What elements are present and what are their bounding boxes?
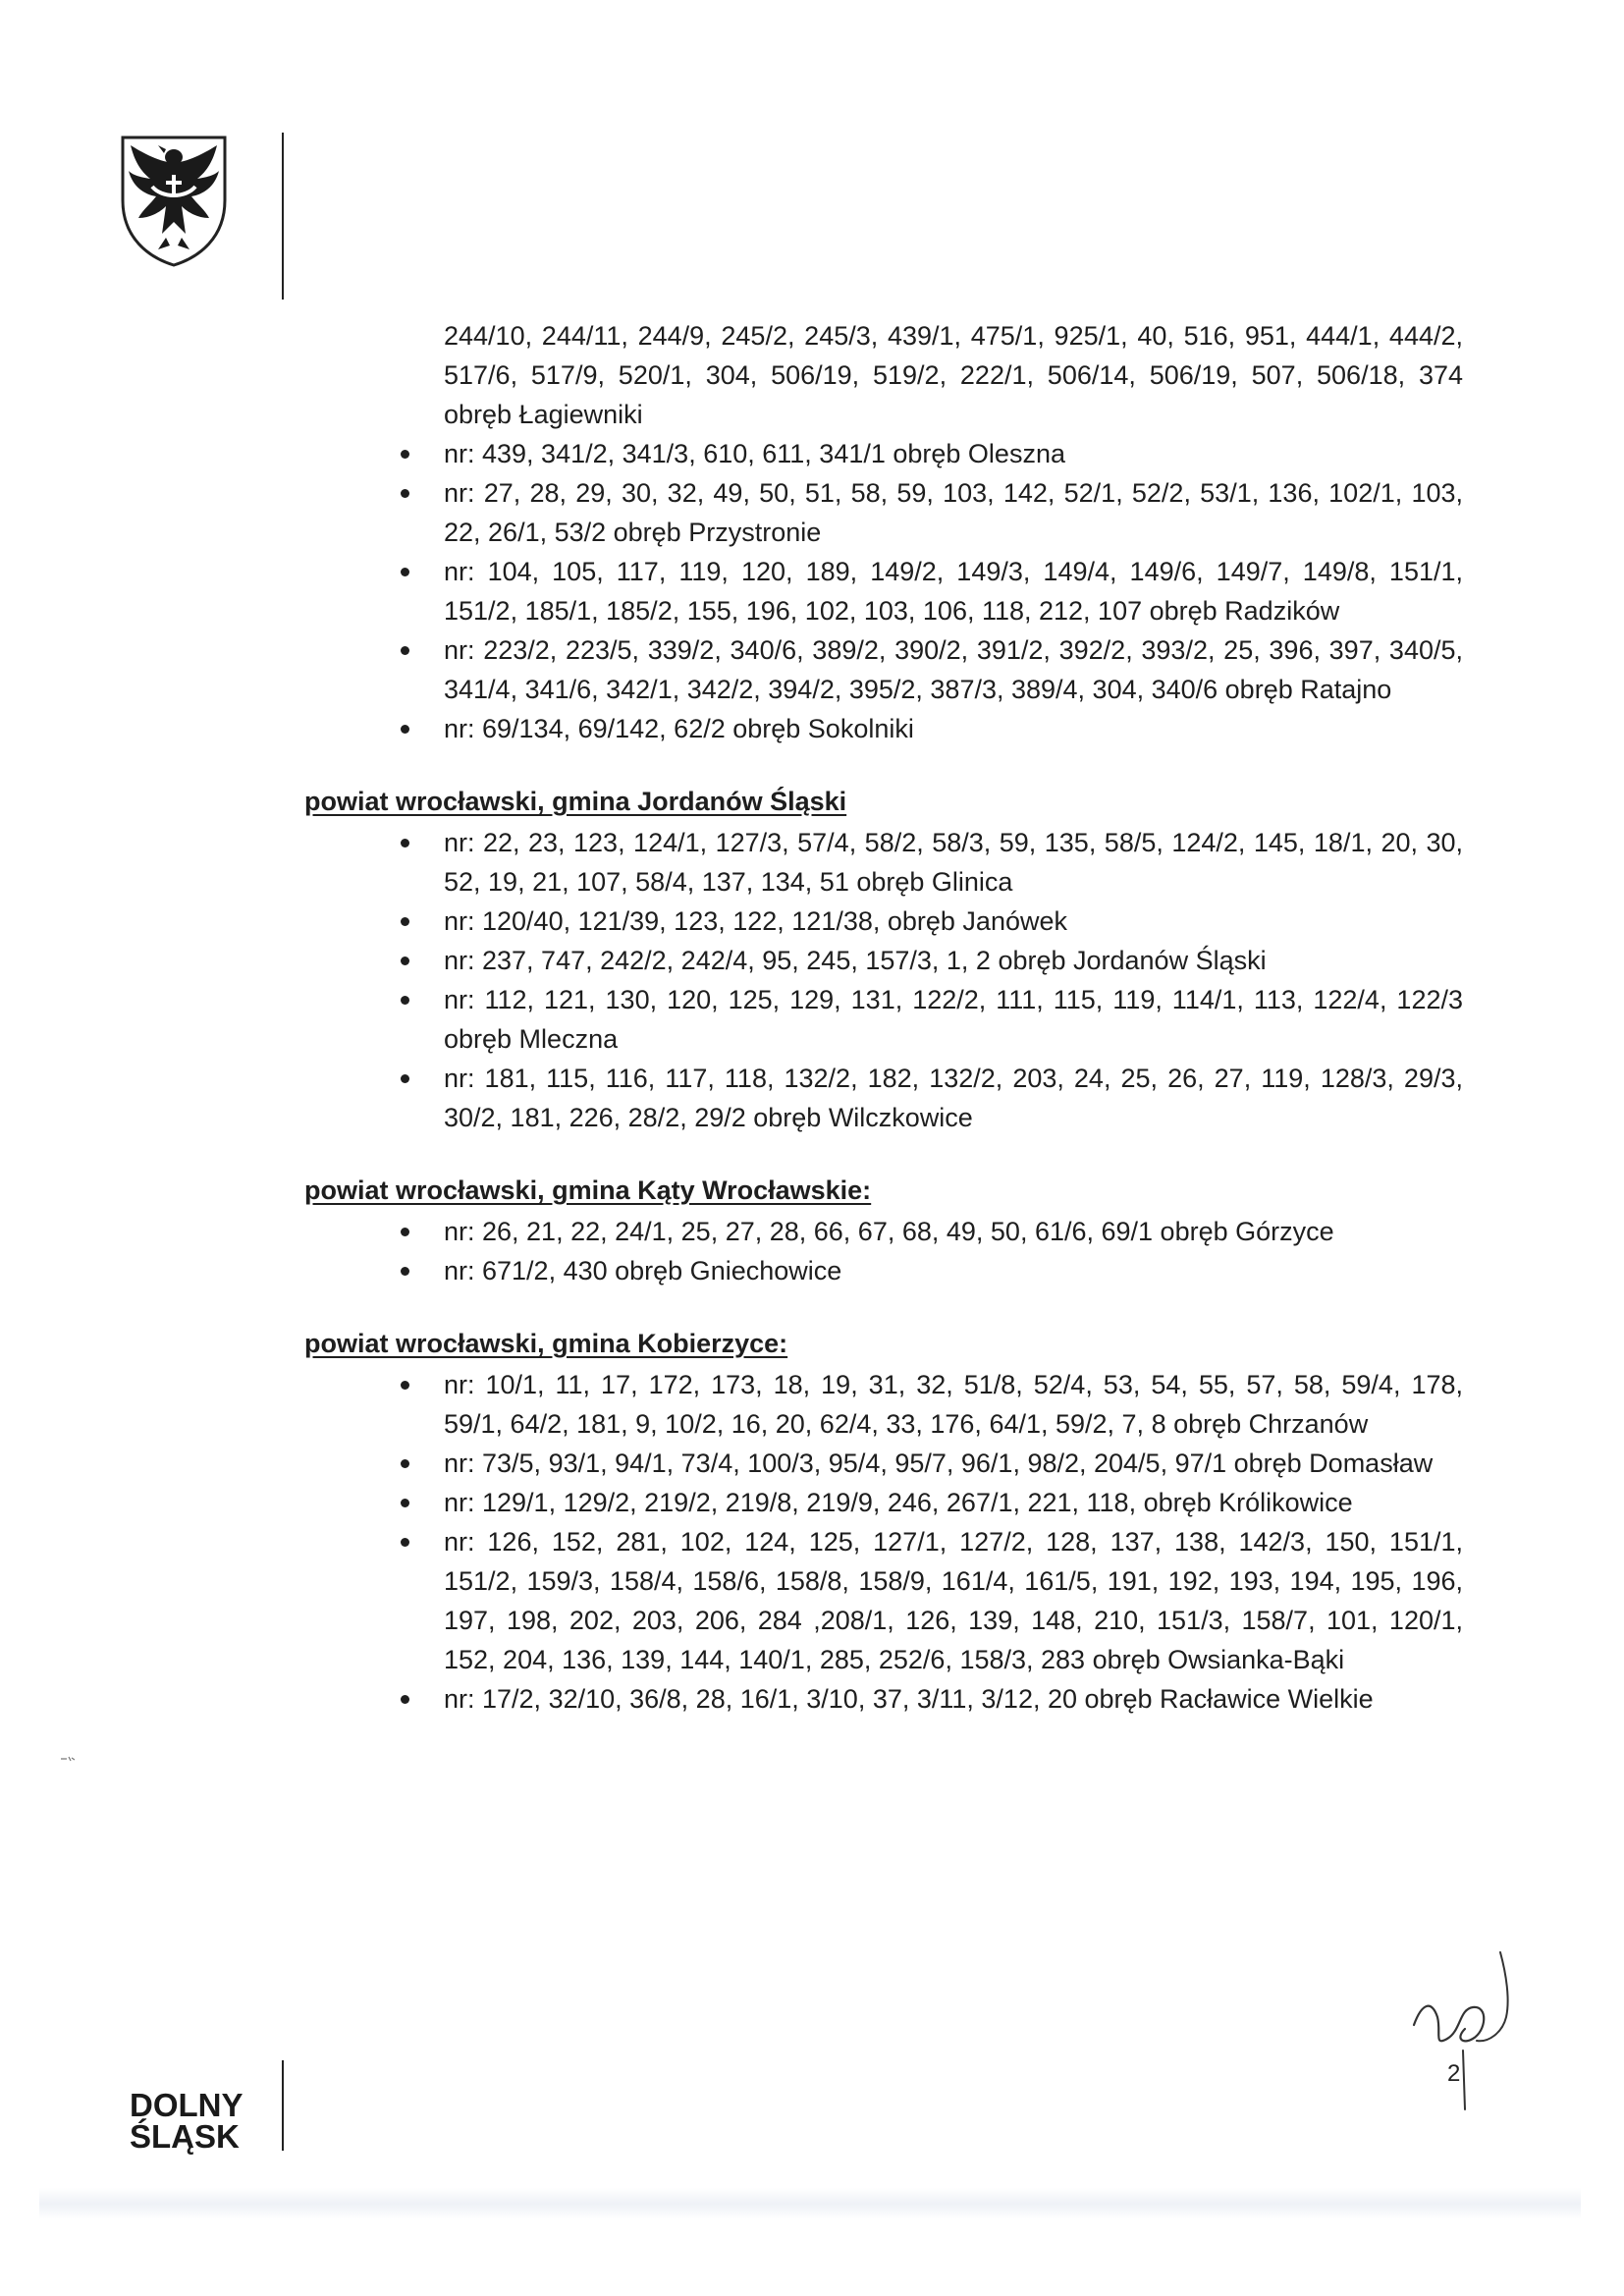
list-item: nr: 26, 21, 22, 24/1, 25, 27, 28, 66, 67, 68, 49, 50, 61/6, 69/1 obręb Górzyce [304,1212,1463,1251]
document-body [304,316,1463,1719]
footer-divider [282,2060,284,2151]
page-number: 2 [1447,2060,1461,2087]
list-item: nr: 120/40, 121/39, 123, 122, 121/38, obręb Janówek [304,902,1463,941]
parcel-list [304,1365,1463,1719]
section-heading: powiat wrocławski, gmina Kobierzyce: [304,1329,788,1358]
list-item: nr: 69/134, 69/142, 62/2 obręb Sokolniki [304,709,1463,748]
list-item: nr: 129/1, 129/2, 219/2, 219/8, 219/9, 246, 267/1, 221, 118, obręb Królikowice [304,1483,1463,1522]
handwritten-signature-icon [1404,1944,1542,2111]
list-item: nr: 104, 105, 117, 119, 120, 189, 149/2, 149/3, 149/4, 149/6, 149/7, 149/8, 151/1, 151/2, 185/1, 185/2, 155, 196, 102, 103, 106, 118, 212, 107 obręb Radzików [304,552,1463,630]
list-item: nr: 671/2, 430 obręb Gniechowice [304,1251,1463,1290]
list-item: nr: 73/5, 93/1, 94/1, 73/4, 100/3, 95/4, 95/7, 96/1, 98/2, 204/5, 97/1 obręb Domasław [304,1444,1463,1483]
list-item: nr: 126, 152, 281, 102, 124, 125, 127/1, 127/2, 128, 137, 138, 142/3, 150, 151/1, 151/2, 159/3, 158/4, 158/6, 158/8, 158/9, 161/4, 161/5, 191, 192, 193, 194, 195, 196, 197, 198, 202, 203, 206, 284 ,208/1, 126, 139, 148, 210, 151/3, 158/7, 101, 120/1, 152, 204, 136, 139, 144, 140/1, 285, 252/6, 158/3, 283 obręb Owsianka-Bąki [304,1522,1463,1679]
section-katy-wroclawskie [304,1171,1463,1290]
list-item: nr: 181, 115, 116, 117, 118, 132/2, 182, 132/2, 203, 24, 25, 26, 27, 119, 128/3, 29/3, 30/2, 181, 226, 28/2, 29/2 obręb Wilczkowice [304,1059,1463,1137]
section-kobierzyce [304,1324,1463,1719]
list-item: nr: 112, 121, 130, 120, 125, 129, 131, 122/2, 111, 115, 119, 114/1, 113, 122/4, 122/3 obręb Mleczna [304,980,1463,1059]
logo-line-2: ŚLĄSK [130,2118,240,2155]
lower-silesia-eagle-crest-icon [117,132,231,269]
section-jordanow-slaski [304,782,1463,1137]
list-item: nr: 27, 28, 29, 30, 32, 49, 50, 51, 58, 59, 103, 142, 52/1, 52/2, 53/1, 136, 102/1, 103, 22, 26/1, 53/2 obręb Przystronie [304,473,1463,552]
list-item: nr: 17/2, 32/10, 36/8, 28, 16/1, 3/10, 37, 3/11, 3/12, 20 obręb Racławice Wielkie [304,1679,1463,1719]
list-item: nr: 223/2, 223/5, 339/2, 340/6, 389/2, 390/2, 391/2, 392/2, 393/2, 25, 396, 397, 340/5, 341/4, 341/6, 342/1, 342/2, 394/2, 395/2, 387/3, 389/4, 304, 340/6 obręb Ratajno [304,630,1463,709]
list-item: nr: 439, 341/2, 341/3, 610, 611, 341/1 obręb Oleszna [304,434,1463,473]
dolny-slask-logo [130,2087,257,2155]
parcel-list [304,823,1463,1137]
parcel-list [304,434,1463,748]
list-item: nr: 10/1, 11, 17, 172, 173, 18, 19, 31, 32, 51/8, 52/4, 53, 54, 55, 57, 58, 59/4, 178, 59/1, 64/2, 181, 9, 10/2, 16, 20, 62/4, 33, 176, 64/1, 59/2, 7, 8 obręb Chrzanów [304,1365,1463,1444]
header-divider [282,133,284,300]
continuation-paragraph: 244/10, 244/11, 244/9, 245/2, 245/3, 439/1, 475/1, 925/1, 40, 516, 951, 444/1, 444/2, 517/6, 517/9, 520/1, 304, 506/19, 519/2, 222/1, 506/14, 506/19, 507, 506/18, 374 obręb Łagiewniki [444,321,1463,429]
section-heading: powiat wrocławski, gmina Jordanów Śląski [304,787,847,816]
section-heading: powiat wrocławski, gmina Kąty Wrocławskie: [304,1175,872,1205]
parcel-list [304,1212,1463,1290]
scan-speck-icon [61,1756,75,1762]
list-item: nr: 237, 747, 242/2, 242/4, 95, 245, 157/3, 1, 2 obręb Jordanów Śląski [304,941,1463,980]
list-item: nr: 22, 23, 123, 124/1, 127/3, 57/4, 58/2, 58/3, 59, 135, 58/5, 124/2, 145, 18/1, 20, 30, 52, 19, 21, 107, 58/4, 137, 134, 51 obręb Glinica [304,823,1463,902]
scan-artifact-band [39,2188,1581,2219]
logo-line-1: DOLNY [130,2087,244,2123]
